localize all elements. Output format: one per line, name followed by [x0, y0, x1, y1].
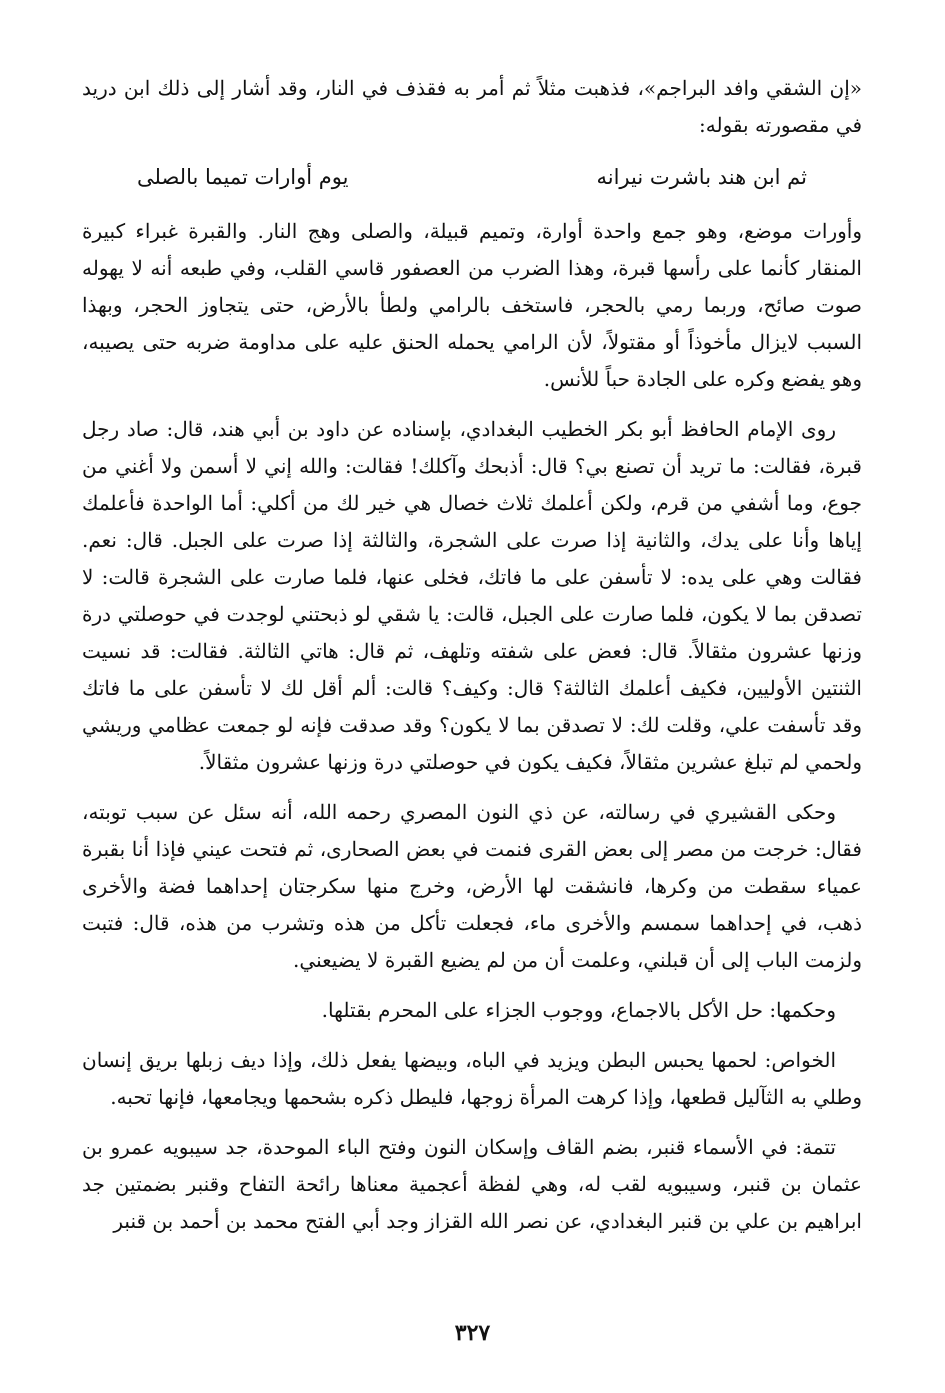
- poem-verse: [137, 157, 807, 197]
- page-body: [82, 70, 862, 1253]
- paragraph-7: تتمة: في الأسماء قنبر، بضم القاف وإسكان النون وفتح الباء الموحدة، جد سيبويه عمرو بن عثمان بن قنبر، وسيبويه لقب له، وهي لفظة أعجمية معناها رائحة التفاح وقنبر بضمتين جد ابراهيم بن علي بن قنبر البغدادي، عن نصر الله القزاز وجد أبي الفتح محمد بن أحمد بن قنبر: [82, 1135, 862, 1233]
- paragraph-4: وحكى القشيري في رسالته، عن ذي النون المصري رحمه الله، أنه سئل عن سبب توبته، فقال: خرجت من مصر إلى بعض القرى فنمت في بعض الصحارى، ثم فتحت عيني فإذا أنا بقبرة عمياء سقطت من وكرها، فانشقت لها الأرض، وخرج منها سكرجتان إحداهما فضة والأخرى ذهب، في إحداهما سمسم والأخرى ماء، فجعلت تأكل من هذه وتشرب من هذه، قال: فتبت ولزمت الباب إلى أن قبلني، وعلمت أن من لم يضيع القبرة لا يضيعني.: [82, 800, 862, 972]
- poem-second-hemistich: يوم أوارات تميما بالصلى: [137, 165, 349, 189]
- paragraph-1: «إن الشقي وافد البراجم»، فذهبت مثلاً ثم أمر به فقذف في النار، وقد أشار إلى ذلك ابن دريد في مقصورته بقوله:: [82, 76, 862, 137]
- paragraph-2: وأورات موضع، وهو جمع واحدة أوارة، وتميم قبيلة، والصلى وهج النار. والقبرة غبراء كبيرة المنقار كأنما على رأسها قبرة، وهذا الضرب من العصفور قاسي القلب، وفي طبعه أنه لا يهوله صوت صائح، وربما رمي بالحجر، فاستخف بالرامي ولطأ بالأرض، حتى يتجاوز الحجر، وبهذا السبب لايزال مأخوذاً أو مقتولاً، لأن الرامي يحمله الحنق عليه على مداومة ضربه حتى يصيبه، وهو يفضع وكره على الجادة حباً للأنس.: [82, 219, 862, 391]
- paragraph-3: روى الإمام الحافظ أبو بكر الخطيب البغدادي، بإسناده عن داود بن أبي هند، قال: صاد رجل قبرة، فقالت: ما تريد أن تصنع بي؟ قال: أذبحك وآكلك! فقالت: والله إني لا أسمن ولا أغني من جوع، وما أشفي من قرم، ولكن أعلمك ثلاث خصال هي خير لك من أكلي: أما الواحدة فأعلمك إياها وأنا على يدك، والثانية إذا صرت على الشجرة، والثالثة إذا صرت على الجبل. قال: نعم. فقالت وهي على يده: لا تأسفن على ما فاتك، فخلى عنها، فلما صارت على الشجرة قالت: لا تصدقن بما لا يكون، فلما صارت على الجبل، قالت: يا شقي لو ذبحتني لوجدت في حوصلتي درة وزنها عشرون مثقالاً. قال: فعض على شفته وتلهف، ثم قال: هاتي الثالثة. فقالت: قد نسيت الثنتين الأوليين، فكيف أعلمك الثالثة؟ قال: وكيف؟ قالت: ألم أقل لك لا تأسفن على ما فاتك وقد تأسفت علي، وقلت لك: لا تصدقن بما لا يكون؟ وقد صدقت فإنه لو جمعت عظامي وريشي ولحمي لم تبلغ عشرين مثقالاً، فكيف يكون في حوصلتي درة وزنها عشرون مثقالاً.: [82, 417, 862, 774]
- paragraph-5: وحكمها: حل الأكل بالاجماع، ووجوب الجزاء على المحرم بقتلها.: [321, 998, 836, 1022]
- page-number: ٣٢٧: [454, 1320, 491, 1346]
- paragraph-6: الخواص: لحمها يحبس البطن ويزيد في الباه، وبيضها يفعل ذلك، وإذا ديف زبلها بريق إنسان وطلي به الثآليل قطعها، وإذا كرهت المرأة زوجها، فليطل ذكره بشحمها ويجامعها، فإنها تحبه.: [82, 1048, 862, 1109]
- poem-first-hemistich: ثم ابن هند باشرت نيرانه: [596, 165, 807, 189]
